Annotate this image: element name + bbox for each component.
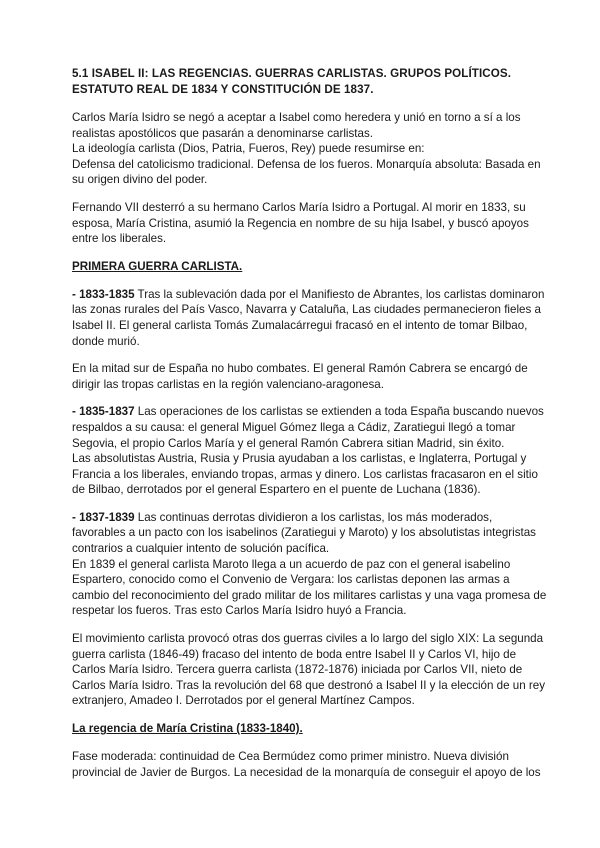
south-paragraph: En la mitad sur de España no hubo combates. El general Ramón Cabrera se encargó de dirigir las tropas carlistas en la región valenciano-aragonesa.	[72, 362, 528, 391]
section-heading-first-war: PRIMERA GUERRA CARLISTA.	[72, 259, 243, 273]
page-title	[72, 66, 530, 98]
period-dates: 1835-1837	[79, 405, 135, 419]
title-line-1: 5.1 ISABEL II: LAS REGENCIAS. GUERRAS CARLISTAS. GRUPOS POLÍTICOS.	[72, 67, 512, 80]
period-dash: -	[72, 405, 80, 419]
other-wars-paragraph: El movimiento carlista provocó otras dos guerras civiles a lo largo del siglo XIX: La segunda guerra carlista (1846-49) fracaso del intento de boda entre Isabel II y Carlos VI, hijo de Carlos María Isidro. Tercera guerra carlista (1872-1876) iniciada por Carlos VII, nieto de Carlos María Isidro. Tras la revolución del 68 que destronó a Isabel II y la elección de un rey extranjero, Amadeo I. Derrotados por el general Martínez Campos.	[72, 632, 546, 708]
document-body	[72, 66, 547, 792]
title-line-2: ESTATUTO REAL DE 1834 Y CONSTITUCIÓN DE 1837.	[72, 83, 374, 96]
period-dates: 1833-1835	[79, 287, 135, 301]
regency-paragraph: Fase moderada: continuidad de Cea Bermúdez como primer ministro. Nueva división provincial de Javier de Burgos. La necesidad de la monarquía de conseguir el apoyo de los	[72, 750, 541, 779]
period-1835-1837: - 1835-1837 Las operaciones de los carlistas se extienden a toda España buscando nuevos respaldos a su causa: el general Miguel Gómez llega a Cádiz, Zaratiegui llegó a tomar Segovia, el propio Carlos María y el general Ramón Cabrera sitian Madrid, sin éxito. Las absolutistas Austria, Rusia y Prusia ayudaban a los carlistas, e Inglaterra, Portugal y Francia a los liberales, enviando tropas, armas y dinero. Los carlistas fracasaron en el sitio de Bilbao, derrotados por el general Espartero en el puente de Luchana (1836).	[72, 405, 544, 497]
period-dates: 1837-1839	[79, 510, 135, 524]
intro-paragraph-2: Fernando VII desterró a su hermano Carlos María Isidro a Portugal. Al morir en 1833, su esposa, María Cristina, asumió la Regencia en nombre de su hija Isabel, y buscó apoyos entre los liberales.	[72, 200, 529, 246]
period-dash: -	[72, 287, 80, 301]
section-heading-regency: La regencia de María Cristina (1833-1840).	[72, 722, 303, 735]
period-dash: -	[72, 510, 80, 524]
intro-paragraph-1: Carlos María Isidro se negó a aceptar a Isabel como heredera y unió en torno a sí a los realistas apostólicos que pasarán a denominarse carlistas. La ideología carlista (Dios, Patria, Fueros, Rey) puede resumirse en: Defensa del catolicismo tradicional. Defensa de los fueros. Monarquía absoluta: Basada en su origen divino del poder.	[72, 111, 541, 187]
period-1837-1839: - 1837-1839 Las continuas derrotas dividieron a los carlistas, los más moderados, favorables a un pacto con los isabelinos (Zaratiegui y Maroto) y los absolutistas integristas contrarios a cualquier intento de solución pacífica. En 1839 el general carlista Maroto llega a un acuerdo de paz con el general isabelino Espartero, conocido como el Convenio de Vergara: los carlistas deponen las armas a cambio del reconocimiento del grado militar de los militares carlistas y una vaga promesa de respetar los fueros. Tras esto Carlos María Isidro huyó a Francia.	[72, 510, 547, 618]
period-1833-1835: - 1833-1835 Tras la sublevación dada por el Manifiesto de Abrantes, los carlistas dominaron las zonas rurales del País Vasco, Navarra y Cataluña, Las ciudades permanecieron fieles a Isabel II. El general carlista Tomás Zumalacárregui fracasó en el intento de tomar Bilbao, donde murió.	[72, 287, 545, 348]
